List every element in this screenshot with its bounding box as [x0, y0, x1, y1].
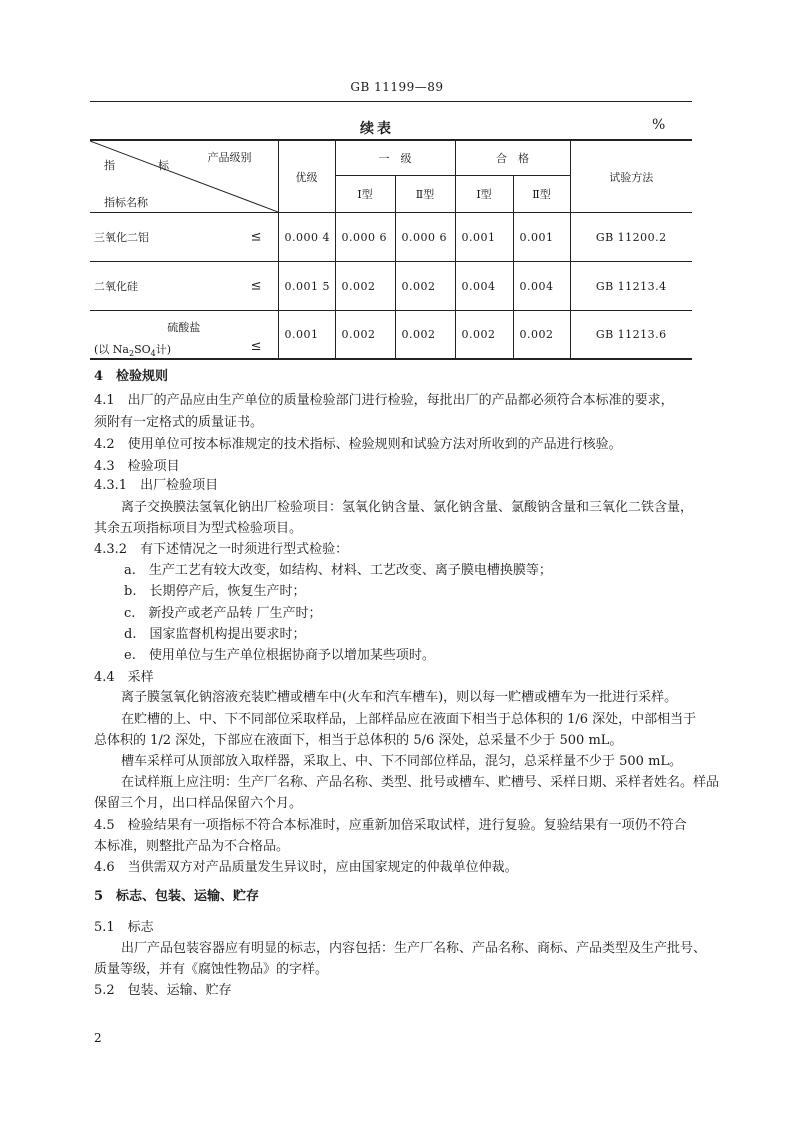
clause-4-4-p3: 槽车采样可从顶部放入取样器，采取上、中、下不同部位样品，混匀，总采样量不少于 500 mL。 [121, 754, 683, 769]
clause-4-4-p2-line-1: 在贮槽的上、中、下不同部位采取样品，上部样品应在液面下相当于总体积的 1/6 深处，中部相当于 [121, 712, 697, 727]
value-first-type1: 0.002 [335, 311, 395, 359]
less-equal-sign: ≤ [250, 339, 262, 354]
list-item-c: c. 新投产或老产品转 厂生产时； [124, 606, 322, 621]
list-item-e: e. 使用单位与生产单位根据协商予以增加某些项时。 [124, 648, 435, 663]
diagonal-header-cell [90, 140, 278, 213]
value-first-type2: 0.002 [395, 262, 455, 311]
row-name-cell [90, 311, 278, 359]
value-superior: 0.001 5 [278, 262, 335, 311]
table-header-row-1 [90, 140, 692, 176]
table-row [90, 262, 692, 311]
value-qualified-type2: 0.001 [513, 213, 570, 262]
clause-5-1-text-2: 质量等级，并有《腐蚀性物品》的字样。 [94, 962, 329, 977]
list-item-a: a. 生产工艺有较大改变，如结构、材料、工艺改变、离子膜电槽换膜等； [124, 563, 552, 578]
clause-4-3-2: 4.3.2 有下述情况之一时须进行型式检验： [94, 542, 349, 557]
indicator-label: 指 标 [104, 159, 185, 172]
row-name-cell [90, 213, 278, 262]
clause-4-4-p4-line-2: 保留三个月，出口样品保留六个月。 [94, 796, 303, 811]
value-qualified-type1: 0.002 [455, 311, 513, 359]
clause-4-3-1-text-2: 其余五项指标项目为型式检验项目。 [94, 521, 303, 536]
less-equal-sign: ≤ [250, 278, 262, 294]
specification-table [90, 139, 692, 360]
clause-4-2: 4.2 使用单位可按本标准规定的技术指标、检验规则和试验方法对所收到的产品进行核验。 [94, 437, 622, 452]
value-qualified-type2: 0.002 [513, 311, 570, 359]
qualified-header: 合 格 [455, 140, 570, 176]
value-test-method: GB 11213.4 [570, 262, 692, 311]
value-first-type1: 0.000 6 [335, 213, 395, 262]
row-name-cell [90, 262, 278, 311]
list-item-d: d. 国家监督机构提出要求时； [124, 627, 306, 642]
table-row [90, 311, 692, 359]
clause-4-4-p2-line-2: 总体积的 1/2 深处，下部应在液面下，相当于总体积的 5/6 深处，总采量不少于 500 mL。 [94, 733, 623, 748]
value-qualified-type2: 0.004 [513, 262, 570, 311]
first-class-type1-header: Ⅰ型 [335, 176, 395, 213]
product-grade-label: 产品级别 [207, 151, 252, 164]
clause-4-1-line-1: 4.1 出厂的产品应由生产单位的质量检验部门进行检验，每批出厂的产品都必须符合本标准的要求， [94, 393, 674, 408]
list-item-b: b. 长期停产后，恢复生产时； [124, 584, 306, 599]
qualified-type1-header: Ⅰ型 [455, 176, 513, 213]
clause-5-1-text-1: 出厂产品包装容器应有明显的标志，内容包括：生产厂名称、产品名称、商标、产品类型及生产批号、 [121, 941, 707, 956]
table-row [90, 213, 692, 262]
value-test-method: GB 11213.6 [570, 311, 692, 359]
value-superior: 0.000 4 [278, 213, 335, 262]
clause-5-2: 5.2 包装、运输、贮存 [94, 983, 232, 998]
section-4-title: 4 检验规则 [94, 369, 169, 384]
section-5-title: 5 标志、包装、运输、贮存 [94, 889, 260, 904]
clause-4-4-p1: 离子膜氢氧化钠溶液充装贮槽或槽车中(火车和汽车槽车)，则以每一贮槽或槽车为一批进行采样。 [121, 690, 678, 705]
table-unit: % [652, 117, 666, 133]
row-name: 二氧化硅 [94, 280, 138, 293]
page-number: 2 [94, 1031, 102, 1045]
row-name: 硫酸盐 [167, 321, 201, 334]
value-superior: 0.001 [278, 311, 335, 359]
first-class-type2-header: Ⅱ型 [395, 176, 455, 213]
clause-4-3-1: 4.3.1 出厂检验项目 [94, 478, 219, 493]
superior-grade-header: 优级 [278, 140, 335, 213]
clause-4-3-1-text-1: 离子交换膜法氢氧化钠出厂检验项目：氢氧化钠含量、氯化钠含量、氯酸钠含量和三氧化二铁含量， [121, 500, 694, 515]
first-class-header: 一 级 [335, 140, 455, 176]
clause-4-5-line-2: 本标准，则整批产品为不合格品。 [94, 839, 290, 854]
clause-4-1-line-2: 须附有一定格式的质量证书。 [94, 415, 264, 430]
value-test-method: GB 11200.2 [570, 213, 692, 262]
clause-4-4-p4-line-1: 在试样瓶上应注明：生产厂名称、产品名称、类型、批号或槽车、贮槽号、采样日期、采样者姓名。样品 [121, 775, 720, 790]
header-rule [90, 101, 692, 102]
row-name: 三氧化二铝 [94, 231, 149, 244]
value-first-type2: 0.002 [395, 311, 455, 359]
clause-4-4: 4.4 采样 [94, 670, 154, 685]
standard-code: GB 11199—89 [350, 80, 444, 94]
value-first-type1: 0.002 [335, 262, 395, 311]
table-title: 续表 [360, 121, 394, 137]
value-qualified-type1: 0.004 [455, 262, 513, 311]
value-qualified-type1: 0.001 [455, 213, 513, 262]
row-name-note: (以 $Na_2SO_4$计) [94, 343, 172, 359]
clause-5-1: 5.1 标志 [94, 920, 154, 935]
clause-4-3: 4.3 检验项目 [94, 459, 180, 474]
test-method-header: 试验方法 [570, 140, 692, 213]
less-equal-sign: ≤ [250, 229, 262, 245]
qualified-type2-header: Ⅱ型 [513, 176, 570, 213]
indicator-name-label: 指标名称 [104, 196, 148, 209]
value-first-type2: 0.000 6 [395, 213, 455, 262]
clause-4-6: 4.6 当供需双方对产品质量发生异议时，应由国家规定的仲裁单位仲裁。 [94, 860, 518, 875]
clause-4-5-line-1: 4.5 检验结果有一项指标不符合本标准时，应重新加倍采取试样，进行复验。复验结果有一项仍不符合 [94, 818, 687, 833]
